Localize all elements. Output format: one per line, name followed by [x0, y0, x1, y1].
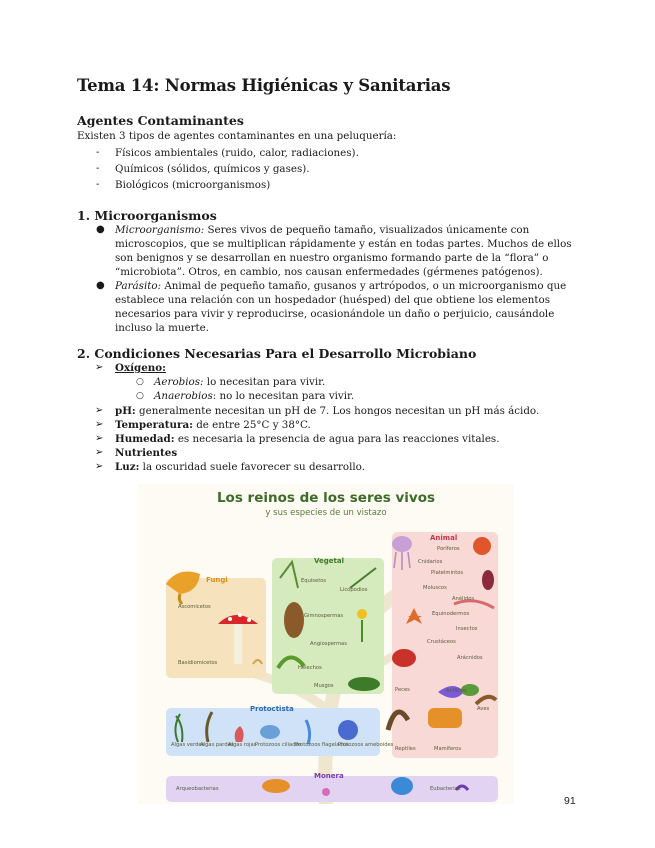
vegetal-item: Equisetos	[301, 578, 327, 584]
animal-item: Moluscos	[423, 585, 447, 591]
aerobios-line: Aerobios: lo necesitan para vivir.	[154, 376, 326, 388]
animal-item: Peces	[395, 687, 410, 693]
dash-marker: -	[96, 162, 100, 174]
animal-item: Anfibios	[446, 688, 467, 694]
kingdoms-infographic	[138, 484, 514, 804]
protoctista-item: Protozoos ameboides	[338, 742, 394, 748]
micro-text: “microbiota”. Otros, en cambio, nos causan enfermedades (gérmenes patógenos).	[115, 266, 543, 278]
page-title: Tema 14: Normas Higiénicas y Sanitarias	[77, 76, 451, 95]
agentes-item: Físicos ambientales (ruido, calor, radiaciones).	[115, 147, 359, 159]
protoctista-item: Protozoos flagelados	[295, 742, 349, 748]
monera-label: Monera	[314, 772, 344, 780]
protoctista-item: Algas pardas	[200, 742, 234, 748]
fungi-item: Basidiomicetos	[178, 660, 218, 666]
animal-item: Platelmintos	[431, 570, 464, 576]
agentes-item: Químicos (sólidos, químicos y gases).	[115, 163, 310, 175]
micro-text: Seres vivos de pequeño tamaño, visualizados únicamente con	[204, 224, 530, 236]
parasito-line	[115, 279, 566, 293]
circle-marker: ○	[136, 391, 144, 401]
animal-item: Crustáceos	[427, 639, 456, 645]
micro-heading: 1. Microorganismos	[77, 208, 217, 223]
dash-marker: -	[96, 146, 100, 158]
anaerobios-line: Anaerobios: no lo necesitan para vivir.	[154, 390, 355, 402]
parasito-text: Animal de pequeño tamaño, gusanos y artrópodos, o un microorganismo que	[161, 280, 567, 292]
micro-text: microscopios, que se multiplican rápidamente y están en todas partes. Muchos de ellos	[115, 238, 572, 250]
nutrientes-line: Nutrientes	[115, 447, 178, 459]
arrow-marker: ➢	[95, 419, 104, 430]
parasito-text: necesarios para vivir y reproducirse, ocasionándole un daño o perjuicio, causándole	[115, 308, 555, 320]
animal-item: Mamíferos	[434, 746, 462, 752]
vegetal-label: Vegetal	[314, 557, 345, 565]
animal-item: Anélidos	[452, 596, 475, 602]
agentes-item: Biológicos (microorganismos)	[115, 179, 271, 191]
animal-item: Cnidarios	[418, 559, 443, 565]
infographic-title: Los reinos de los seres vivos	[216, 490, 436, 506]
protoctista-label: Protoctista	[250, 705, 294, 713]
fungi-label: Fungi	[206, 576, 228, 584]
protoctista-item: Algas verdes	[171, 742, 205, 748]
animal-item: Aves	[477, 706, 490, 712]
parasito-term: Parásito:	[115, 280, 162, 292]
animal-label: Animal	[430, 534, 458, 542]
animal-item: Equinodermos	[432, 611, 470, 617]
animal-item: Insectos	[456, 626, 478, 632]
bacteria-icon	[166, 768, 498, 802]
animal-item: Poríferos	[437, 546, 460, 552]
arrow-marker: ➢	[95, 461, 104, 472]
micro-text: son benignos y se desarrollan en nuestro organismo formando parte de la “flora” o	[115, 252, 549, 264]
arrow-marker: ➢	[95, 405, 104, 416]
bullet-marker: ●	[96, 280, 105, 291]
protoctista-item: Algas rojas	[228, 742, 257, 748]
vegetal-item: Musgos	[314, 683, 334, 689]
plants-icon	[272, 558, 384, 694]
parasito-text: establece una relación con un hospedador (huésped) del que obtiene los elementos	[115, 294, 550, 306]
arrow-marker: ➢	[95, 433, 104, 444]
micro-bullet-1-line	[115, 223, 529, 237]
vegetal-item: Gimnospermas	[304, 613, 344, 619]
micro-term: Microorganismo:	[115, 224, 205, 236]
agentes-heading: Agentes Contaminantes	[77, 113, 244, 128]
oxigeno-label: Oxígeno:	[115, 362, 166, 374]
monera-item: Eubacterias	[430, 786, 461, 792]
condiciones-heading: 2. Condiciones Necesarias Para el Desarrollo Microbiano	[77, 346, 477, 361]
circle-marker: ○	[136, 377, 144, 387]
protists-icon	[166, 708, 380, 756]
animal-item: Arácnidos	[457, 655, 483, 661]
fungi-item: Ascomicetos	[178, 604, 211, 610]
protoctista-item: Protozoos ciliados	[255, 742, 302, 748]
vegetal-item: Helechos	[298, 665, 322, 671]
luz-line: Luz: la oscuridad suele favorecer su desarrollo.	[115, 461, 365, 473]
infographic-subtitle: y sus especies de un vistazo	[265, 508, 387, 518]
vegetal-item: Licopodios	[340, 587, 368, 593]
animal-item: Reptiles	[395, 746, 416, 752]
arrow-marker: ➢	[95, 447, 104, 458]
agentes-intro: Existen 3 tipos de agentes contaminantes en una peluquería:	[77, 130, 397, 142]
vegetal-item: Angiospermas	[310, 641, 347, 647]
parasito-text: incluso la muerte.	[115, 322, 209, 334]
ph-line: pH: generalmente necesitan un pH de 7. Los hongos necesitan un pH más ácido.	[115, 405, 540, 417]
page-number: 91	[564, 795, 576, 807]
humedad-line: Humedad: es necesaria la presencia de agua para las reacciones vitales.	[115, 433, 500, 445]
arrow-marker: ➢	[95, 362, 104, 373]
bullet-marker: ●	[96, 224, 105, 235]
dash-marker: -	[96, 178, 100, 190]
temperatura-line: Temperatura: de entre 25°C y 38°C.	[115, 419, 311, 431]
monera-item: Arqueobacterias	[176, 786, 219, 792]
